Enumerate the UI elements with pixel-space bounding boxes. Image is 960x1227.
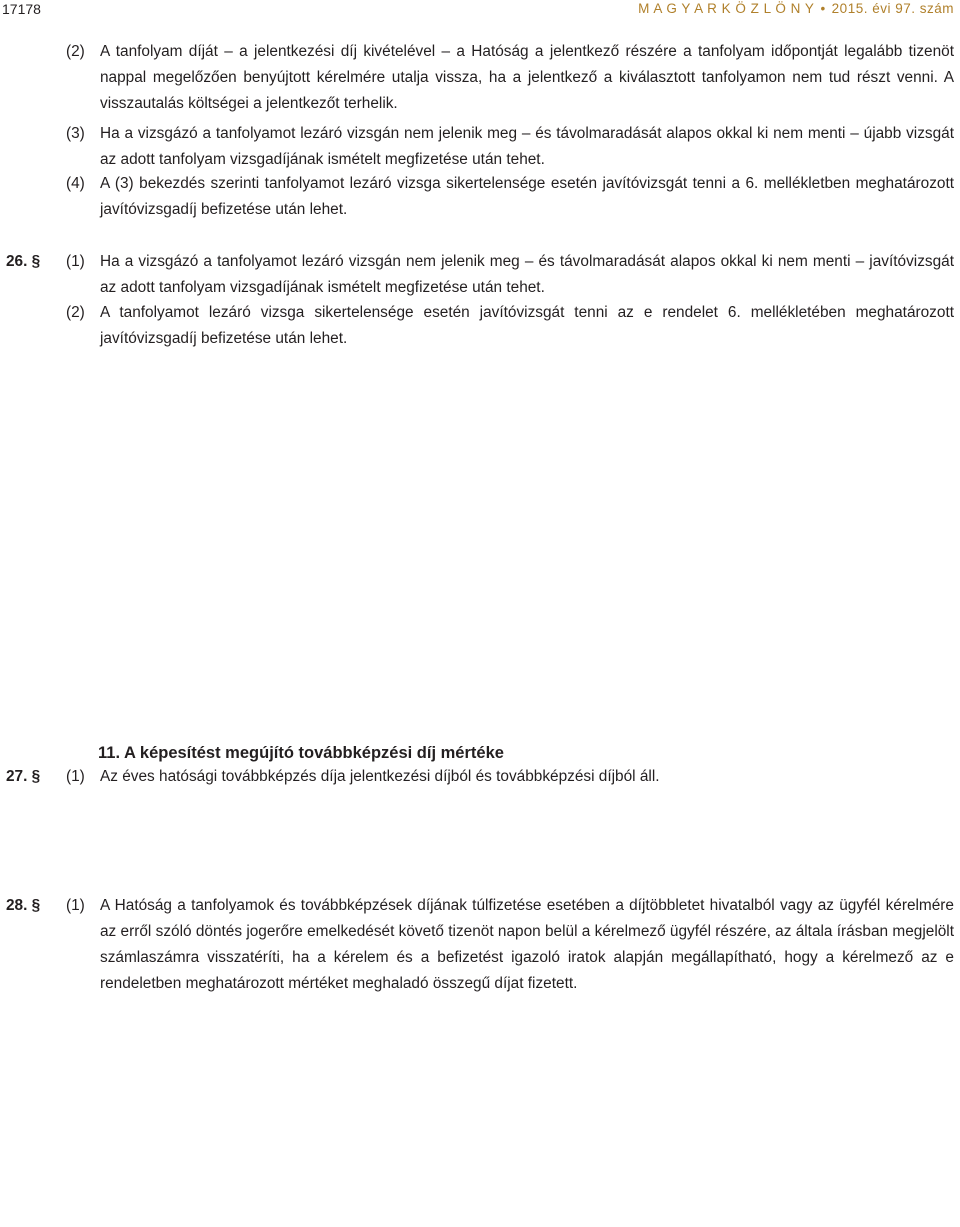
bullet-separator: •: [820, 1, 826, 16]
paragraph-text: Ha a vizsgázó a tanfolyamot lezáró vizsgán nem jelenik meg – és távolmaradását alapos okkal ki nem menti – javítóvizsgát az adott tanfolyam vizsgadíjának ismételt megfizetése után tehet.: [100, 253, 954, 296]
paragraph-number: (1): [66, 253, 85, 270]
paragraph-27-1: [66, 764, 954, 790]
section-number-28: 28. §: [6, 897, 41, 914]
issue-number: 2015. évi 97. szám: [831, 1, 954, 16]
paragraph-text: A tanfolyam díját – a jelentkezési díj kivételével – a Hatóság a jelentkező részére a tanfolyam időpontját legalább tizenöt nappal megelőzően benyújtott kérelmére utalja vissza, ha a jelentkező a kiválasztott tanfolyamon nem tud részt venni. A visszautalás költségei a jelentkezőt terhelik.: [100, 43, 954, 112]
paragraph-number: (2): [66, 304, 85, 321]
section-number-27: 27. §: [6, 768, 41, 785]
paragraph-25-2: [66, 39, 954, 117]
section-number-26: 26. §: [6, 253, 41, 270]
paragraph-25-4: [66, 171, 954, 223]
paragraph-28-1: [66, 893, 954, 997]
journal-title: M A G Y A R K Ö Z L Ö N Y: [638, 1, 815, 16]
paragraph-25-3: [66, 121, 954, 173]
paragraph-number: (1): [66, 897, 85, 914]
paragraph-26-2: [66, 300, 954, 352]
paragraph-number: (4): [66, 175, 85, 192]
journal-header: [638, 1, 954, 16]
paragraph-number: (3): [66, 125, 85, 142]
page-number: 17178: [2, 1, 41, 17]
paragraph-number: (2): [66, 43, 85, 60]
paragraph-text: A (3) bekezdés szerinti tanfolyamot lezáró vizsga sikertelensége esetén javítóvizsgát tenni a 6. mellékletben meghatározott javítóvizsgadíj befizetése után lehet.: [100, 175, 954, 218]
paragraph-text: Az éves hatósági továbbképzés díja jelentkezési díjból és továbbképzési díjból áll.: [100, 768, 660, 785]
paragraph-text: A Hatóság a tanfolyamok és továbbképzések díjának túlfizetése esetében a díjtöbbletet hivatalból vagy az ügyfél kérelmére az erről szóló döntés jogerőre emelkedését követő tizenöt napon belül a kérelmező ügyfél részére, az általa írásban megjelölt számlaszámra visszatéríti, ha a kérelem és a befizetést igazoló iratok alapján megállapítható, hogy a kérelmező az e rendeletben meghatározott mértéket meghaladó összegű díjat fizetett.: [100, 897, 954, 992]
paragraph-text: Ha a vizsgázó a tanfolyamot lezáró vizsgán nem jelenik meg – és távolmaradását alapos okkal ki nem menti – újabb vizsgát az adott tanfolyam vizsgadíjának ismételt megfizetése után tehet.: [100, 125, 954, 168]
page-header: [0, 0, 960, 22]
chapter-heading-11: 11. A képesítést megújító továbbképzési díj mértéke: [98, 744, 504, 762]
paragraph-26-1: [66, 249, 954, 301]
paragraph-number: (1): [66, 768, 85, 785]
paragraph-text: A tanfolyamot lezáró vizsga sikertelensége esetén javítóvizsgát tenni az e rendelet 6. mellékletében meghatározott javítóvizsgadíj befizetése után lehet.: [100, 304, 954, 347]
